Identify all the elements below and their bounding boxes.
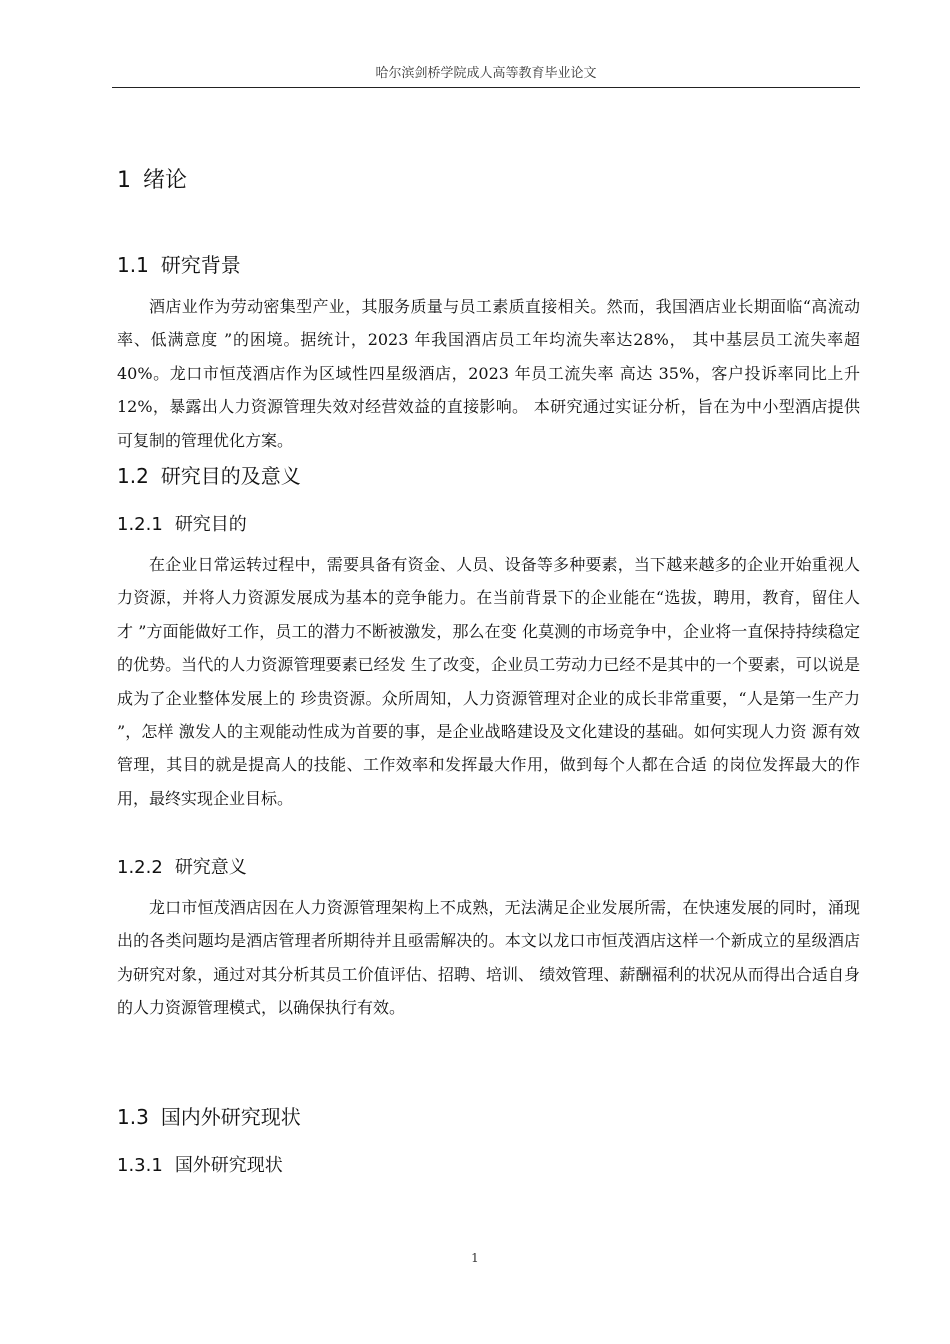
page-number: 1	[471, 1251, 479, 1265]
subsection-heading-1-3-1	[117, 1151, 283, 1177]
header-rule	[112, 87, 860, 88]
subsection-number: 1.2.2	[117, 857, 163, 878]
section-heading-1-1	[117, 249, 241, 278]
paragraph-research-purpose: 在企业日常运转过程中，需要具备有资金、人员、设备等多种要素，当下越来越多的企业开始重视人力资源，并将人力资源发展成为基本的竞争能力。在当前背景下的企业能在“选拔，聘用，教育，留住人才 ”方面能做好工作，员工的潜力不断被激发，那么在变 化莫测的市场竞争中，企业将一直保持持续稳定的优势。当代的人力资源管理要素已经发 生了改变，企业员工劳动力已经不是其中的一个要素，可以说是成为了企业整体发展上的 珍贵资源。众所周知，人力资源管理对企业的成长非常重要，“人是第一生产力 ”，怎样 激发人的主观能动性成为首要的事，是企业战略建设及文化建设的基础。如何实现人力资 源有效管理，其目的就是提高人的技能、工作效率和发挥最大作用，做到每个人都在合适 的岗位发挥最大的作用，最终实现企业目标。	[117, 555, 860, 808]
chapter-number: 1	[117, 168, 131, 193]
subsection-title: 国外研究现状	[174, 1155, 283, 1176]
paragraph-research-significance: 龙口市恒茂酒店因在人力资源管理架构上不成熟，无法满足企业发展所需，在快速发展的同时，涌现出的各类问题均是酒店管理者所期待并且亟需解决的。本文以龙口市恒茂酒店这样一个新成立的星级酒店为研究对象，通过对其分析其员工价值评估、招聘、培训、 绩效管理、薪酬福利的状况从而得出合适自身的人力资源管理模式，以确保执行有效。	[117, 898, 860, 1018]
subsection-title: 研究目的	[174, 514, 247, 535]
chapter-heading	[117, 163, 187, 194]
subsection-number: 1.3.1	[117, 1155, 163, 1176]
subsection-heading-1-2-2	[117, 853, 247, 879]
subsection-title: 研究意义	[174, 857, 247, 878]
section-title: 研究目的及意义	[160, 464, 301, 488]
section-number: 1.1	[117, 253, 149, 277]
paragraph-research-background: 酒店业作为劳动密集型产业，其服务质量与员工素质直接相关。然而，我国酒店业长期面临“高流动率、低满意度 ”的困境。据统计，2023 年我国酒店员工年均流失率达28%， 其中基层员工流失率超40%。龙口市恒茂酒店作为区域性四星级酒店，2023 年员工流失率 高达 35%，客户投诉率同比上升 12%，暴露出人力资源管理失效对经营效益的直接影响。 本研究通过实证分析，旨在为中小型酒店提供可复制的管理优化方案。	[117, 297, 860, 450]
section-number: 1.2	[117, 464, 149, 488]
chapter-title: 绪论	[143, 168, 188, 193]
section-title: 研究背景	[160, 253, 241, 277]
section-heading-1-3	[117, 1101, 301, 1130]
running-header: 哈尔滨剑桥学院成人高等教育毕业论文	[375, 66, 597, 81]
section-heading-1-2	[117, 460, 301, 489]
section-number: 1.3	[117, 1105, 149, 1129]
subsection-heading-1-2-1	[117, 510, 247, 536]
section-title: 国内外研究现状	[160, 1105, 301, 1129]
subsection-number: 1.2.1	[117, 514, 163, 535]
